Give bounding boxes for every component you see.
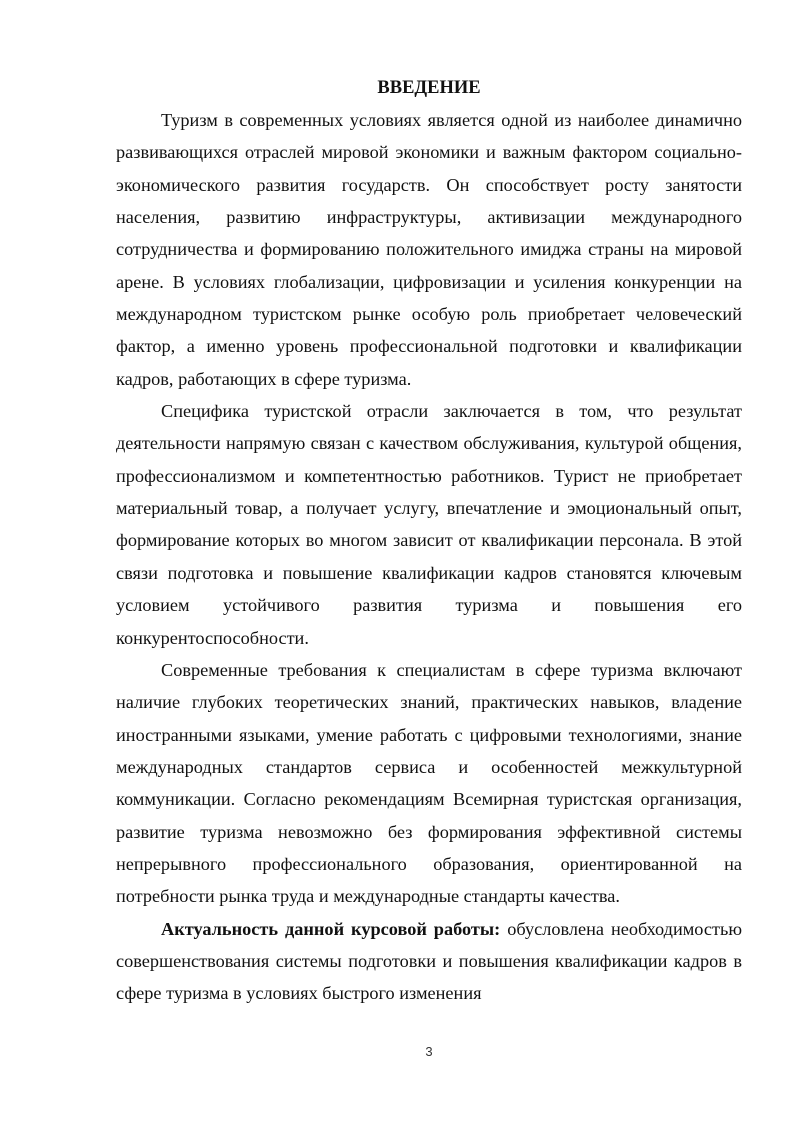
page-number: 3 [425, 1044, 433, 1059]
relevance-text: обусловлена необходимостью совершенствования системы подготовки и повышения квалификации кадров в сфере туризма в условиях быстрого изменения [116, 918, 742, 1004]
paragraph-specifics: Специфика туристской отрасли заключается в том, что результат деятельности напрямую связан с качеством обслуживания, культурой общения, профессионализмом и компетентностью работников. Турист не приобретает материальный товар, а получает услугу, впечатление и эмоциональный опыт, формирование которых во многом зависит от квалификации персонала. В этой связи подготовка и повышение квалификации кадров становятся ключевым условием устойчивого развития туризма и повышения его конкурентоспособности. [116, 401, 742, 648]
page-content [116, 72, 742, 1010]
paragraph-intro: Туризм в современных условиях является одной из наиболее динамично развивающихся отраслей мировой экономики и важным фактором социально-экономического развития государств. Он способствует росту занятости населения, развитию инфраструктуры, активизации международного сотрудничества и формированию положительного имиджа страны на мировой арене. В условиях глобализации, цифровизации и усиления конкуренции на международном туристском рынке особую роль приобретает человеческий фактор, а именно уровень профессиональной подготовки и квалификации кадров, работающих в сфере туризма. [116, 110, 742, 389]
paragraph-relevance [116, 913, 742, 1010]
section-heading: ВВЕДЕНИЕ [377, 78, 481, 98]
relevance-label: Актуальность данной курсовой работы: [161, 918, 501, 939]
paragraph-requirements: Современные требования к специалистам в сфере туризма включают наличие глубоких теоретических знаний, практических навыков, владение иностранными языками, умение работать с цифровыми технологиями, знание международных стандартов сервиса и особенностей межкультурной коммуникации. Согласно рекомендациям Всемирная туристская организация, развитие туризма невозможно без формирования эффективной системы непрерывного профессионального образования, ориентированной на потребности рынка труда и международные стандарты качества. [116, 659, 742, 907]
